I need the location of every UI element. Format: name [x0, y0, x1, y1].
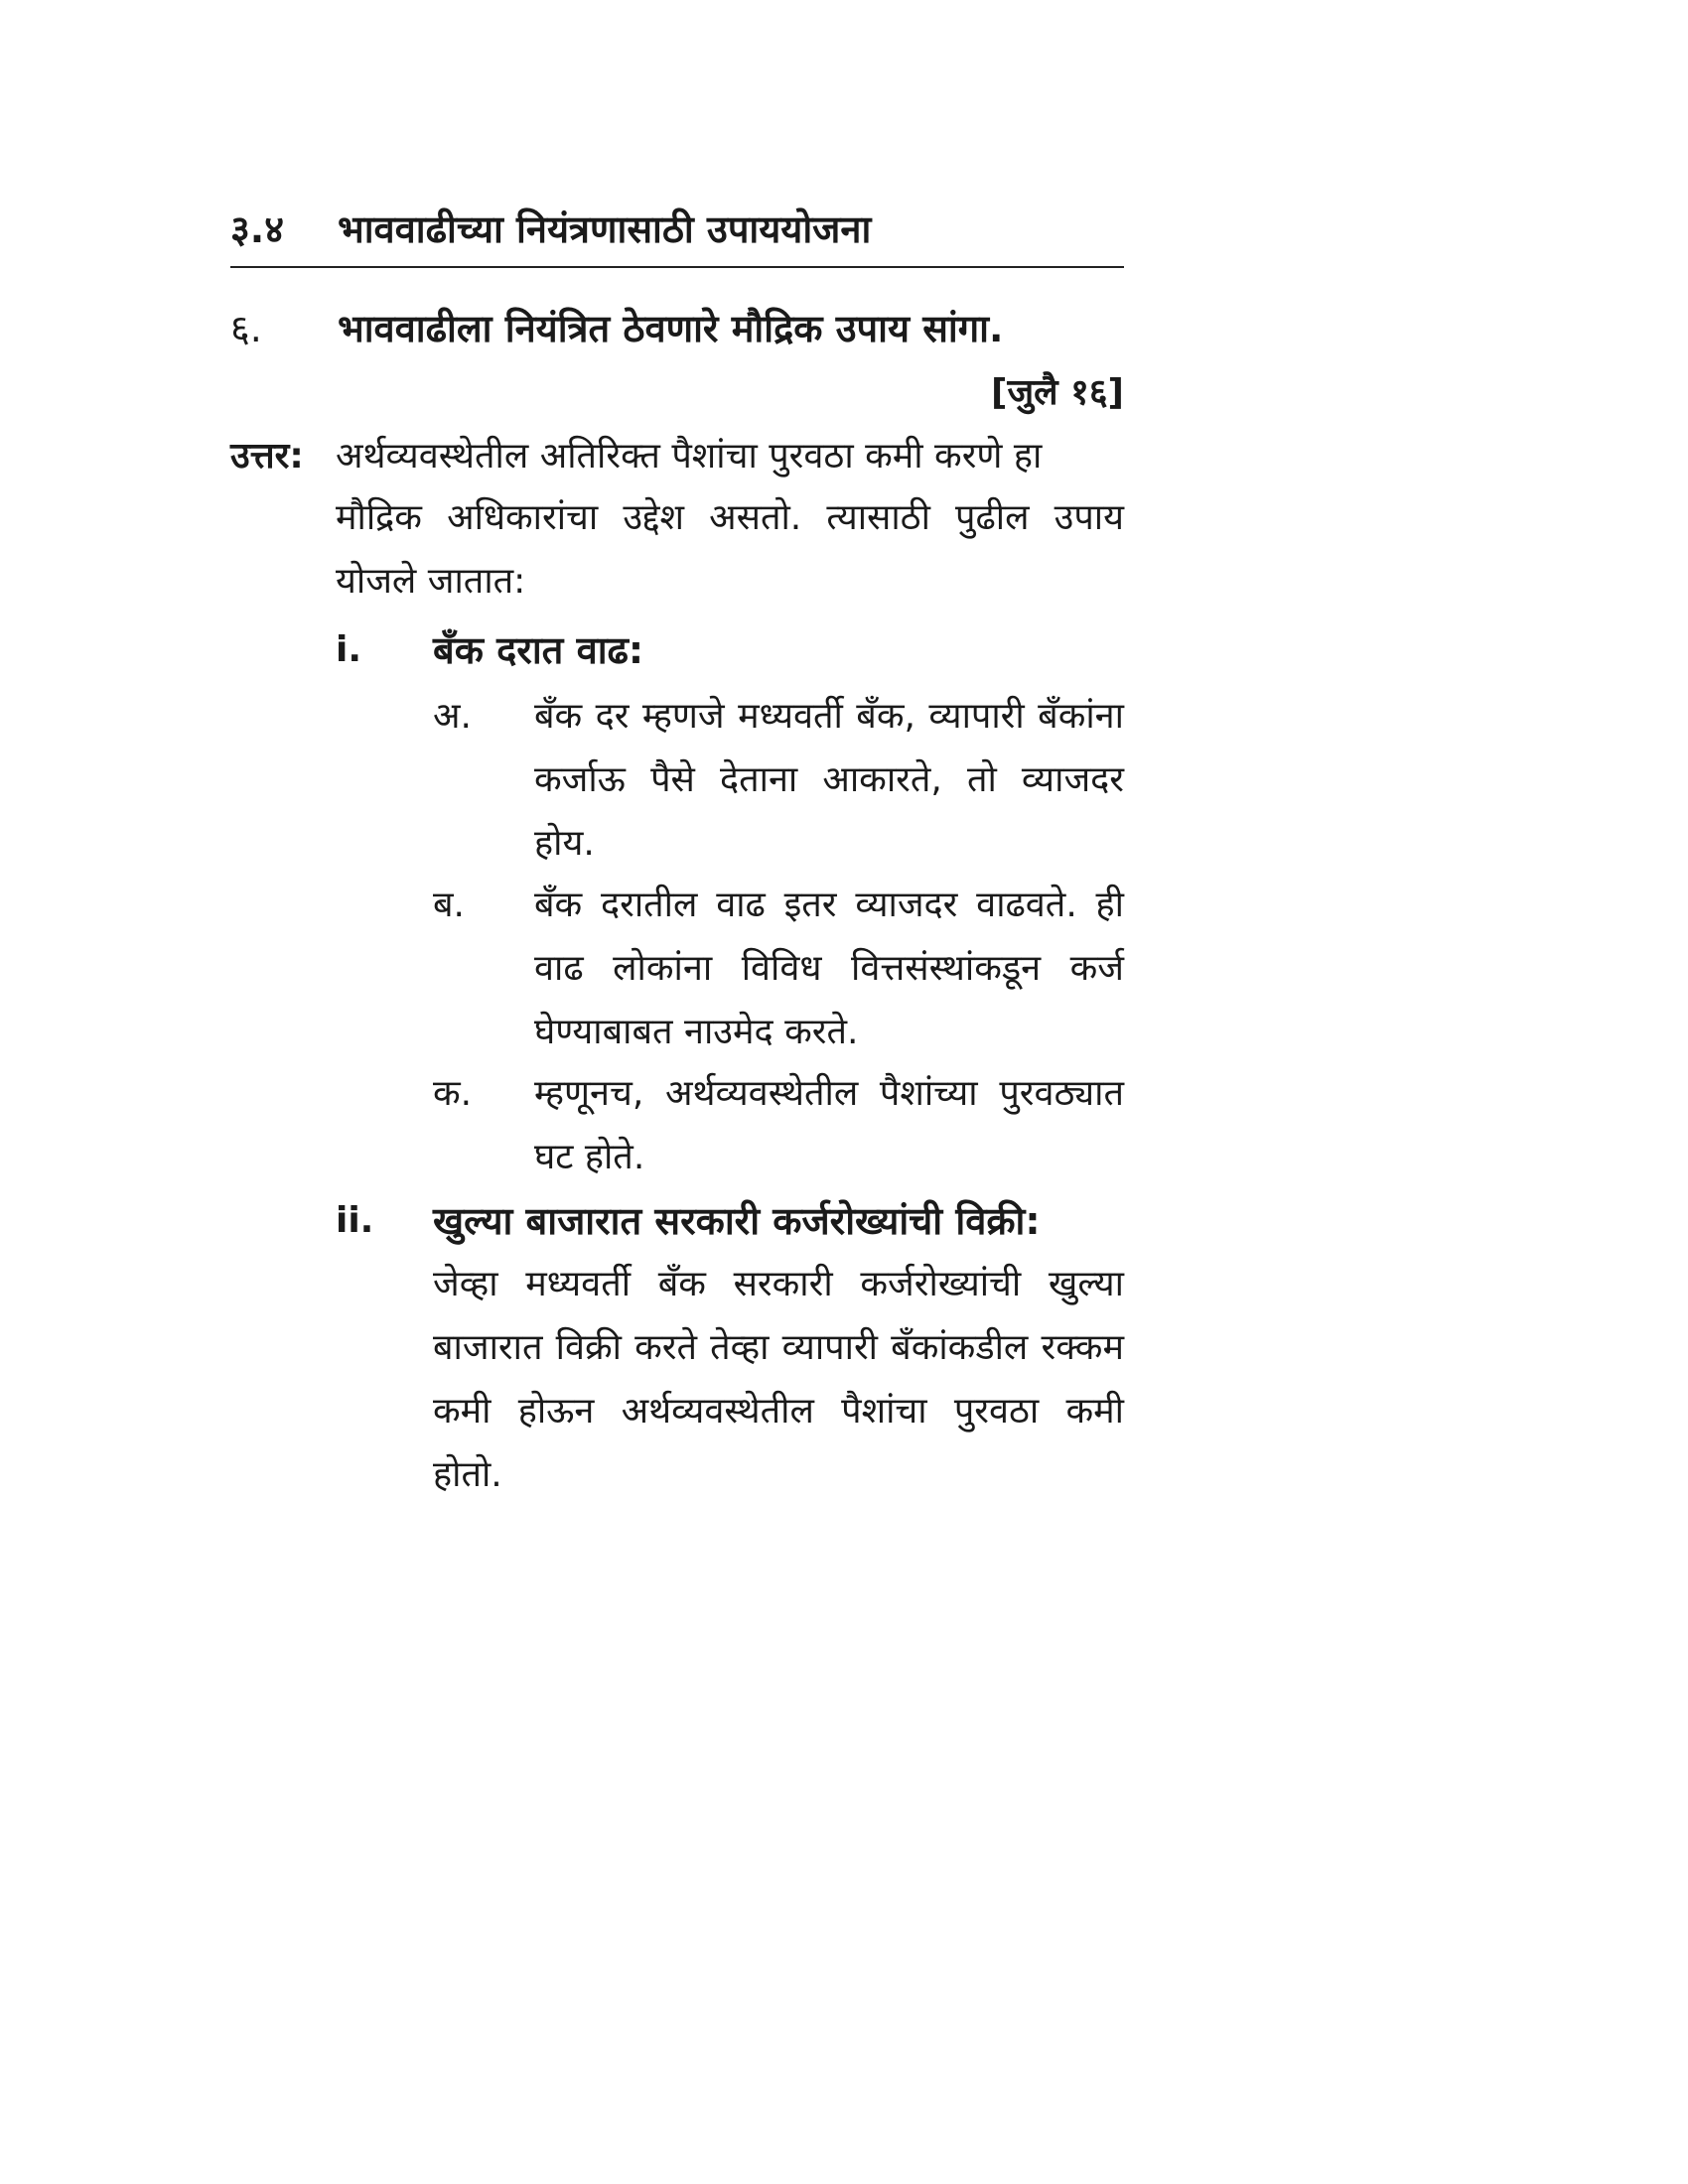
- subpoint-marker: ब.: [433, 885, 465, 925]
- question: [230, 298, 1124, 357]
- section-title: भाववाढीच्या नियंत्रणासाठी उपाययोजना: [338, 207, 872, 251]
- answer-intro-line: अर्थव्यवस्थेतील अतिरिक्त पैशांचा पुरवठा कमी करणे हा: [336, 436, 1043, 477]
- subpoint-marker: अ.: [433, 696, 472, 737]
- subpoint-text: बँक दर म्हणजे मध्यवर्ती बँक, व्यापारी बँकांना कर्जाऊ पैसे देताना आकारते, तो व्याजदर होय.: [534, 696, 1124, 864]
- question-text: भाववाढीला नियंत्रित ठेवणारे मौद्रिक उपाय सांगा.: [338, 307, 1004, 350]
- point-text: जेव्हा मध्यवर्ती बँक सरकारी कर्जरोख्यांची खुल्या बाजारात विक्री करते तेव्हा व्यापारी बँकांकडील रक्कम कमी होऊन अर्थव्यवस्थेतील पैशांचा पुरवठा कमी होतो.: [433, 1264, 1124, 1495]
- answer-label: उत्तर:: [230, 436, 304, 477]
- point-heading: खुल्या बाजारात सरकारी कर्जरोख्यांची विक्री:: [433, 1199, 1041, 1243]
- point-marker: ii.: [336, 1200, 374, 1241]
- subpoint-text: बँक दरातील वाढ इतर व्याजदर वाढवते. ही वाढ लोकांना विविध वित्तसंस्थांकडून कर्ज घेण्याबाबत नाउमेद करते.: [534, 885, 1124, 1052]
- question-reference: [जुलै १६]: [991, 372, 1124, 413]
- answer-intro-continued: मौद्रिक अधिकारांचा उद्देश असतो. त्यासाठी पुढील उपाय योजले जातात:: [336, 497, 1124, 602]
- subpoint-marker: क.: [433, 1073, 473, 1114]
- section-divider: [230, 266, 1124, 268]
- section-heading: [230, 199, 1124, 258]
- section-number: ३.४: [230, 207, 284, 251]
- point-heading: बँक दरात वाढ:: [433, 628, 644, 672]
- subpoint-text: म्हणूनच, अर्थव्यवस्थेतील पैशांच्या पुरवठ्यात घट होते.: [534, 1073, 1124, 1177]
- point-marker: i.: [336, 629, 362, 670]
- question-number: ६.: [230, 307, 262, 350]
